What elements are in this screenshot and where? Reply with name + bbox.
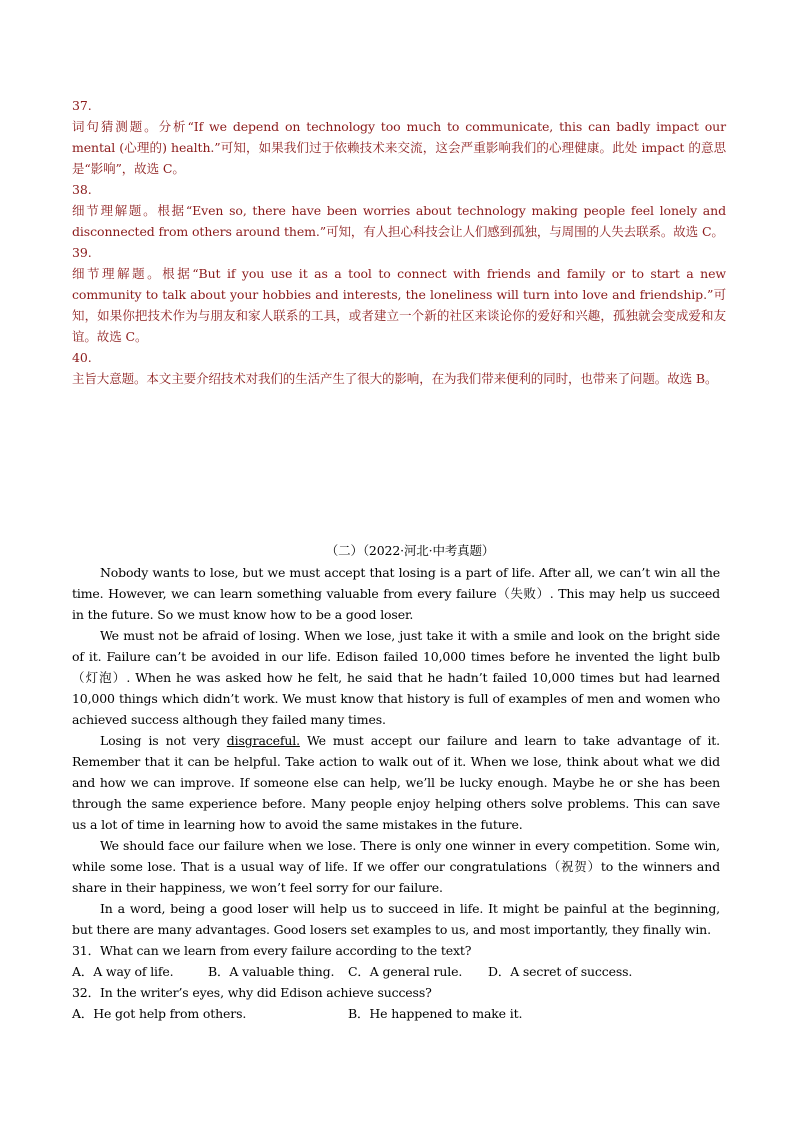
passage-paragraph: In a word, being a good loser will help us to succeed in life. It might be painful at the beginning, but there are many advantages. Good losers set examples to us, and most importantly, they finally win. [72, 901, 720, 937]
answer-explanations [72, 95, 726, 389]
question-stem: 32．In the writer’s eyes, why did Edison achieve success? [72, 985, 432, 1000]
answer-40 [72, 347, 726, 389]
answer-explanation: 细节理解题。根据“But if you use it as a tool to connect with friends and family or to start a new community to talk about your hobbies and interests, the loneliness will turn into love and friendship.”可知，如果你把技术作为与朋友和家人联系的工具，或者建立一个新的社区来谈论你的爱好和兴趣，孤独就会变成爱和友谊。故选 C。 [72, 266, 726, 344]
passage-paragraph: We should face our failure when we lose. There is only one winner in every competition. Some win, while some lose. That is a usual way of life. If we offer our congratulations（祝贺）to the winners and share in their happiness, we won’t feel sorry for our failure. [72, 838, 720, 895]
answer-explanation: 细节理解题。根据“Even so, there have been worries about technology making people feel lonely and disconnected from others around them.”可知，有人担心科技会让人们感到孤独，与周围的人失去联系。故选 C。 [72, 203, 726, 239]
passage-paragraph [72, 730, 720, 835]
answer-37 [72, 95, 726, 179]
question-stem: 31．What can we learn from every failure according to the text? [72, 943, 472, 958]
paragraph-rest: We must accept our failure and learn to take advantage of it. Remember that it can be helpful. Take action to walk out of it. When we lose, think about what we did and how we can improve. If someone else can help, we’ll be lucky enough. Maybe he or she has been through the same experience before. Many people enjoy helping others solve problems. This can save us a lot of time in learning how to avoid the same mistakes in the future. [72, 733, 721, 832]
passage-paragraph: Nobody wants to lose, but we must accept that losing is a part of life. After all, we can’t win all the time. However, we can learn something valuable from every failure（失败）. This may help us succeed in the future. So we must know how to be a good loser. [72, 565, 720, 622]
option-a[interactable]: A．He got help from others. [72, 1006, 247, 1021]
option-b[interactable]: B．He happened to make it. [348, 1006, 523, 1021]
question-31 [72, 940, 720, 982]
option-a[interactable]: A．A way of life. [72, 964, 174, 979]
option-b[interactable]: B．A valuable thing. [208, 964, 335, 979]
answer-explanation: 词句猜测题。分析“If we depend on technology too much to communicate, this can badly impact our mental (心理的) health.”可知，如果我们过于依赖技术来交流，这会严重影响我们的心理健康。此处 impact 的意思是“影响”，故选 C。 [72, 119, 726, 176]
section-title: （二）（2022·河北·中考真题） [325, 543, 495, 558]
answer-explanation: 主旨大意题。本文主要介绍技术对我们的生活产生了很大的影响，在为我们带来便利的同时，也带来了问题。故选 B。 [72, 371, 718, 386]
paragraph-start: Losing is not very [100, 733, 227, 748]
answer-38 [72, 179, 726, 242]
reading-passage [72, 540, 720, 1024]
answer-number: 38. [72, 182, 92, 197]
underlined-word: disgraceful. [226, 733, 300, 748]
answer-number: 39. [72, 245, 92, 260]
answer-number: 37. [72, 98, 92, 113]
option-d[interactable]: D．A secret of success. [488, 964, 633, 979]
option-c[interactable]: C．A general rule. [348, 964, 463, 979]
question-options [72, 961, 720, 982]
passage-paragraph: We must not be afraid of losing. When we lose, just take it with a smile and look on the bright side of it. Failure can’t be avoided in our life. Edison failed 10,000 times before he invented the light bulb（灯泡）. When he was asked how he felt, he said that he hadn’t failed 10,000 times but had learned 10,000 things which didn’t work. We must know that history is full of examples of men and women who achieved success although they failed many times. [72, 628, 720, 727]
answer-39 [72, 242, 726, 347]
answer-number: 40. [72, 350, 92, 365]
question-options [72, 1003, 720, 1024]
question-32 [72, 982, 720, 1024]
